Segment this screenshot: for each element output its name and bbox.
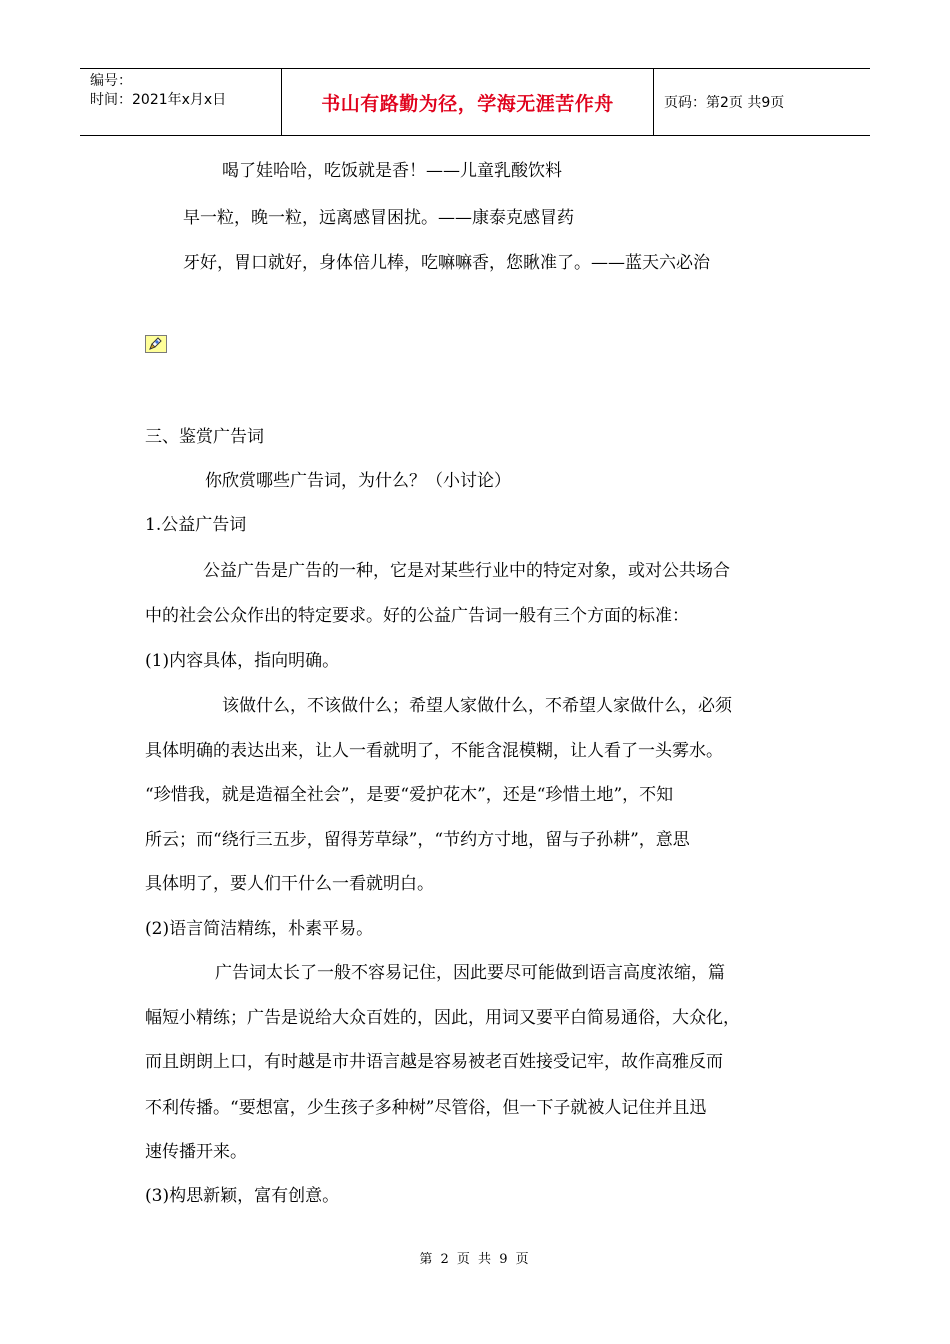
page-footer: 第 2 页 共 9 页 [419, 1252, 531, 1267]
ad-line-1: 喝了娃哈哈，吃饭就是香！——儿童乳酸饮料 [222, 161, 562, 181]
pencil-icon [148, 337, 164, 351]
paragraph-line: 公益广告是广告的一种，它是对某些行业中的特定对象，或对公共场合 [203, 561, 730, 581]
ad-line-2: 早一粒，晚一粒，远离感冒困扰。——康泰克感冒药 [183, 208, 574, 228]
section-heading: 三、鉴赏广告词 [145, 427, 264, 447]
criterion-heading: (2)语言简洁精练，朴素平易。 [145, 919, 374, 939]
paragraph-line: 而且朗朗上口，有时越是市井语言越是容易被老百姓接受记牢，故作高雅反而 [145, 1052, 723, 1072]
page-header [80, 68, 870, 136]
paragraph-line: “珍惜我，就是造福全社会”，是要“爱护花木”，还是“珍惜土地”，不知 [145, 785, 674, 805]
criterion-heading: (3)构思新颖，富有创意。 [145, 1186, 340, 1206]
paragraph-line: 广告词太长了一般不容易记住，因此要尽可能做到语言高度浓缩，篇 [215, 963, 725, 983]
subsection-heading: 1.公益广告词 [145, 515, 247, 535]
paragraph-line: 不利传播。“要想富，少生孩子多种树”尽管俗，但一下子就被人记住并且迅 [145, 1098, 707, 1118]
number-label: 编号： [90, 73, 132, 89]
header-page-info: 页码：第2页 共9页 [664, 95, 785, 111]
time-label: 时间：2021年x月x日 [90, 92, 227, 108]
paragraph-line: 该做什么，不该做什么；希望人家做什么，不希望人家做什么，必须 [222, 696, 732, 716]
paragraph-line: 速传播开来。 [145, 1142, 247, 1162]
paragraph-line: 具体明了，要人们干什么一看就明白。 [145, 874, 434, 894]
header-meta [80, 69, 282, 135]
discussion-prompt: 你欣赏哪些广告词，为什么？（小讨论） [205, 471, 511, 491]
paragraph-line: 具体明确的表达出来，让人一看就明了，不能含混模糊，让人看了一头雾水。 [145, 741, 723, 761]
header-motto: 书山有路勤为径，学海无涯苦作舟 [282, 69, 654, 135]
paragraph-line: 中的社会公众作出的特定要求。好的公益广告词一般有三个方面的标准： [145, 606, 689, 626]
paragraph-line: 所云；而“绕行三五步，留得芳草绿”，“节约方寸地，留与子孙耕”，意思 [145, 830, 690, 850]
paragraph-line: 幅短小精练；广告是说给大众百姓的，因此，用词又要平白简易通俗，大众化， [145, 1008, 740, 1028]
ad-line-3: 牙好，胃口就好，身体倍儿棒，吃嘛嘛香，您瞅准了。——蓝天六必治 [183, 253, 710, 273]
embedded-object-icon[interactable] [145, 335, 167, 353]
criterion-heading: (1)内容具体，指向明确。 [145, 651, 340, 671]
